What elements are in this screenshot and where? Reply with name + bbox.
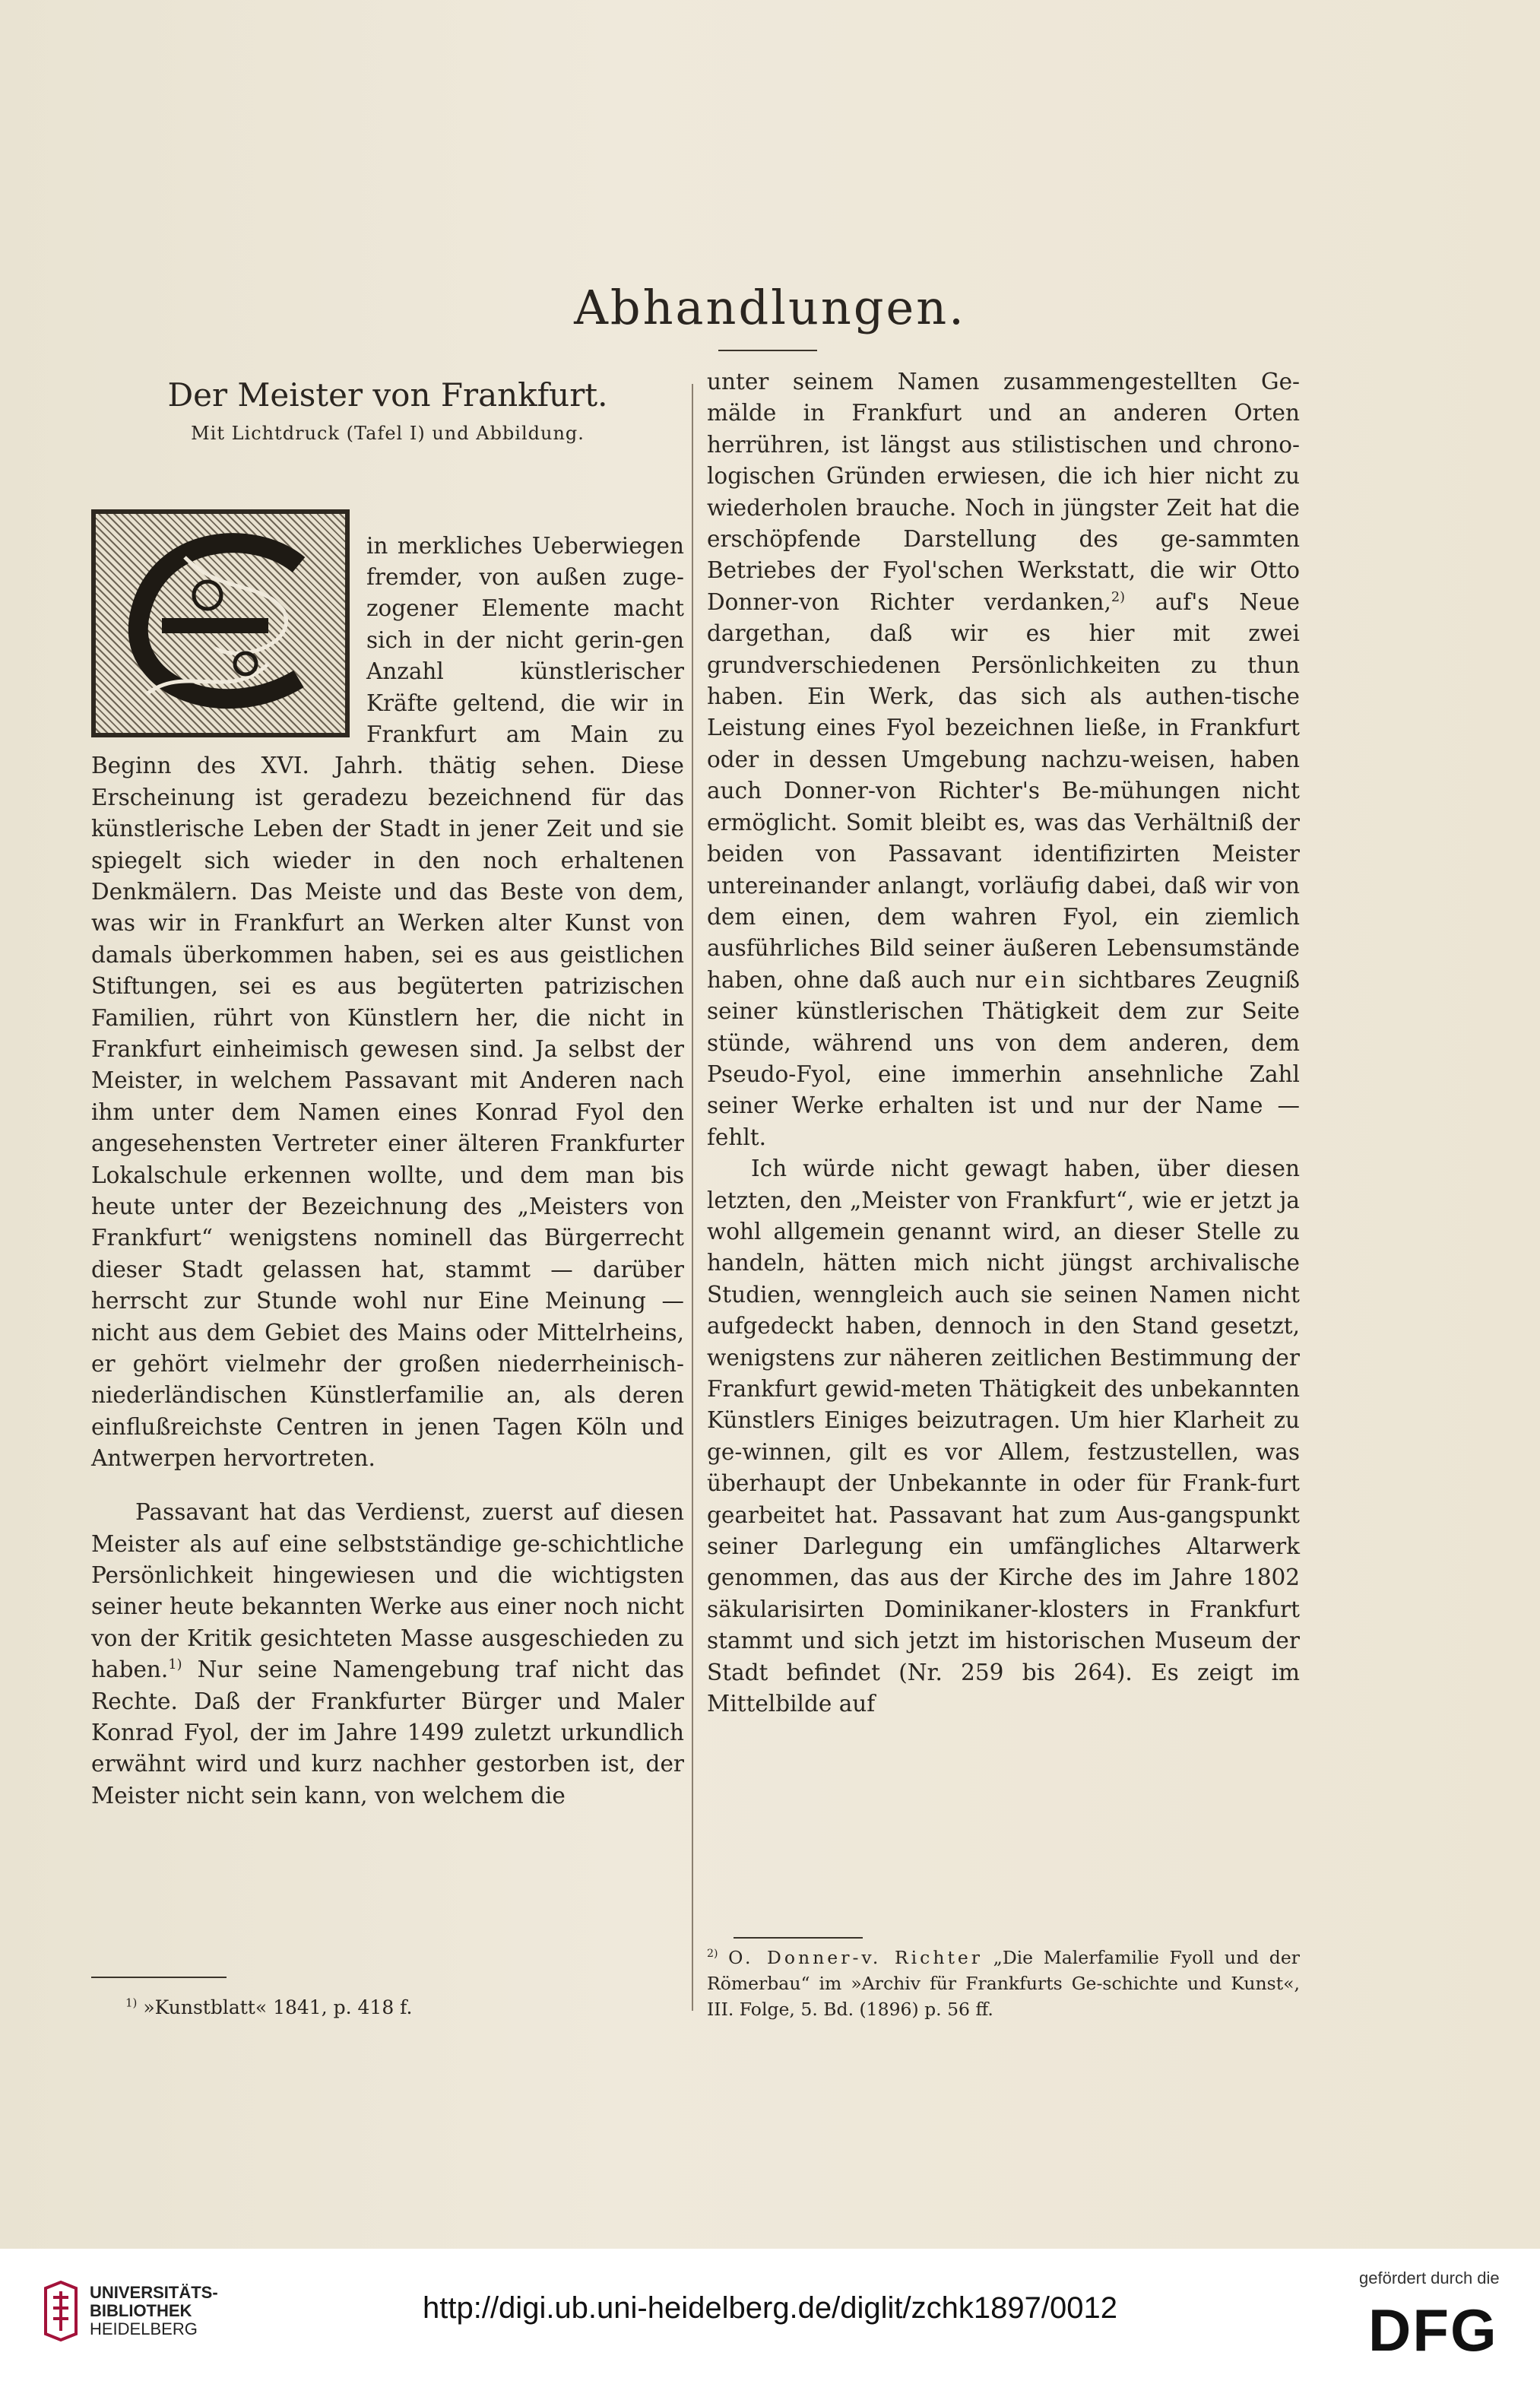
library-name: UNIVERSITÄTS- BIBLIOTHEK HEIDELBERG [90, 2283, 218, 2338]
footnote-marker-1: 1) [168, 1657, 182, 1673]
funded-by-label: gefördert durch die [1359, 2268, 1500, 2287]
right-paragraph-2: Ich würde nicht gewagt haben, über diesen letzten, den „Meister von Frankfurt“, wie er jetzt ja wohl allgemein genannt wird, an dieser Stelle zu handeln, hätten mich nicht jüngst archivalische Studien, wenngleich auch sie seinen Namen nicht aufgedeckt haben, dennoch in den Stand gesetzt, wenigstens zur näheren zeitlichen Bestimmung der Frankfurt gewid-meten Thätigkeit des unbekannten Künstlers Einiges beizutragen. Um hier Klarheit zu ge-winnen, gilt es vor Allem, festzustellen, was überhaupt der Unbekannte in oder für Frank-furt gearbeitet hat. Passavant hat zum Aus-gangspunkt seiner Darlegung ein umfängliches Altarwerk genommen, das aus der Kirche des im Jahre 1802 säkularisirten Dominikaner-klosters in Frankfurt stammt und sich jetzt im historischen Museum der Stadt befindet (Nr. 259 bis 264). Es zeigt im Mittelbilde auf [707, 1156, 1300, 1717]
article-subtitle: Mit Lichtdruck (Tafel I) und Abbildung. [191, 423, 585, 444]
footnote-rule-left [91, 1977, 227, 1978]
right-column [707, 366, 1300, 1720]
footnote-right: $^{2)}$ O. Donner-v. Richter „Die Malerfamilie Fyoll und der Römerbau“ im »Archiv für Frankfurts Ge-schichte und Kunst«, III. Folge, 5. Bd. (1896) p. 56 ff. [707, 1947, 1300, 2020]
right-paragraph-1: unter seinem Namen zusammengestellten Ge-mälde in Frankfurt und an anderen Orten herrühren, ist längst aus stilistischen und chrono-logischen Gründen erwiesen, die ich hier nicht zu wiederholen brauche. Noch in jüngster Zeit hat die erschöpfende Darstellung des ge-sammten Betriebes der Fyol'schen Werkstatt, die wir Otto Donner-von Richter verdanken,$^{2)}$ auf's Neue dargethan, daß wir es hier mit zwei grundverschiedenen Persönlichkeiten zu thun haben. Ein Werk, das sich als authen-tische Leistung eines Fyol bezeichnen ließe, in Frankfurt oder in dessen Umgebung nachzu-weisen, haben auch Donner-von Richter's Be-mühungen nicht ermöglicht. Somit bleibt es, was das Verhältniß der beiden von Passavant identifizirten Meister untereinander anlangt, vorläufig dabei, daß wir von dem einen, dem wahren Fyol, ein ziemlich ausführliches Bild seiner äußeren Lebensumstände haben, ohne daß auch nur ein sichtbares Zeugniß seiner künstlerischen Thätigkeit dem zur Seite stünde, während uns von dem anderen, dem Pseudo-Fyol, eine immerhin ansehnliche Zahl seiner Werke erhalten ist und nur der Name — fehlt. [707, 369, 1300, 1150]
column-divider [692, 384, 693, 2011]
footnote-marker-2: 2) [1111, 590, 1126, 606]
footnote-author: O. Donner-v. Richter [728, 1947, 984, 1968]
article-title: Der Meister von Frankfurt. [167, 376, 608, 414]
title-rule [718, 350, 817, 351]
section-title: Abhandlungen. [574, 280, 966, 335]
digitization-footer [0, 2249, 1540, 2381]
permalink-url[interactable]: http://digi.ub.uni-heidelberg.de/diglit/zchk1897/0012 [423, 2291, 1117, 2325]
left-paragraph-2: Passavant hat das Verdienst, zuerst auf diesen Meister als auf eine selbstständige ge-schichtliche Persönlichkeit hingewiesen und die wichtigsten seiner heute bekannten Werke aus einer noch nicht von der Kritik gesichteten Masse ausgeschieden zu haben.$^{1)}$ Nur seine Namengebung traf nicht das Rechte. Daß der Frankfurter Bürger und Maler Konrad Fyol, der im Jahre 1499 zuletzt urkundlich erwähnt wird und kurz nachher gestorben ist, der Meister nicht sein kann, von welchem die [91, 1499, 684, 1809]
left-paragraph-1: in merkliches Ueberwiegen fremder, von außen zuge-zogener Elemente macht sich in der nicht gerin-gen Anzahl künstlerischer Kräfte geltend, die wir in Frankfurt am Main zu Beginn des XVI. Jahrh. thätig sehen. Diese Erscheinung ist geradezu bezeichnend für das künstlerische Leben der Stadt in jener Zeit und sie spiegelt sich wieder in den noch erhaltenen Denkmälern. Das Meiste und das Beste von dem, was wir in Frankfurt an Werken alter Kunst von damals überkommen haben, sei es aus geistlichen Stiftungen, sei es aus begüterten patrizischen Familien, rührt von Künstlern her, die nicht in Frankfurt einheimisch gewesen sind. Ja selbst der Meister, in welchem Passavant mit Anderen nach ihm unter dem Namen eines Konrad Fyol den angesehensten Vertreter einer älteren Frankfurter Lokalschule erkennen wollte, und dem man bis heute unter der Bezeichnung des „Meisters von Frankfurt“ wenigstens nominell das Bürgerrecht dieser Stadt gelassen hat, stammt — darüber herrscht zur Stunde wohl nur Eine Meinung — nicht aus dem Gebiet des Mains oder Mittelrheins, er gehört vielmehr der großen niederrheinisch-niederländischen Künstlerfamilie an, als deren einflußreichste Centren in jenen Tagen Köln und Antwerpen hervortreten. [91, 531, 684, 1475]
footnote-left: $^{1)}$ »Kunstblatt« 1841, p. 418 f. [125, 1996, 413, 2018]
emphasized-word: ein [1024, 966, 1069, 993]
dfg-logo: DFG [1368, 2297, 1498, 2364]
ornamental-initial-e [91, 509, 350, 737]
left-column [91, 508, 684, 1834]
footnote-rule-right [734, 1937, 863, 1939]
